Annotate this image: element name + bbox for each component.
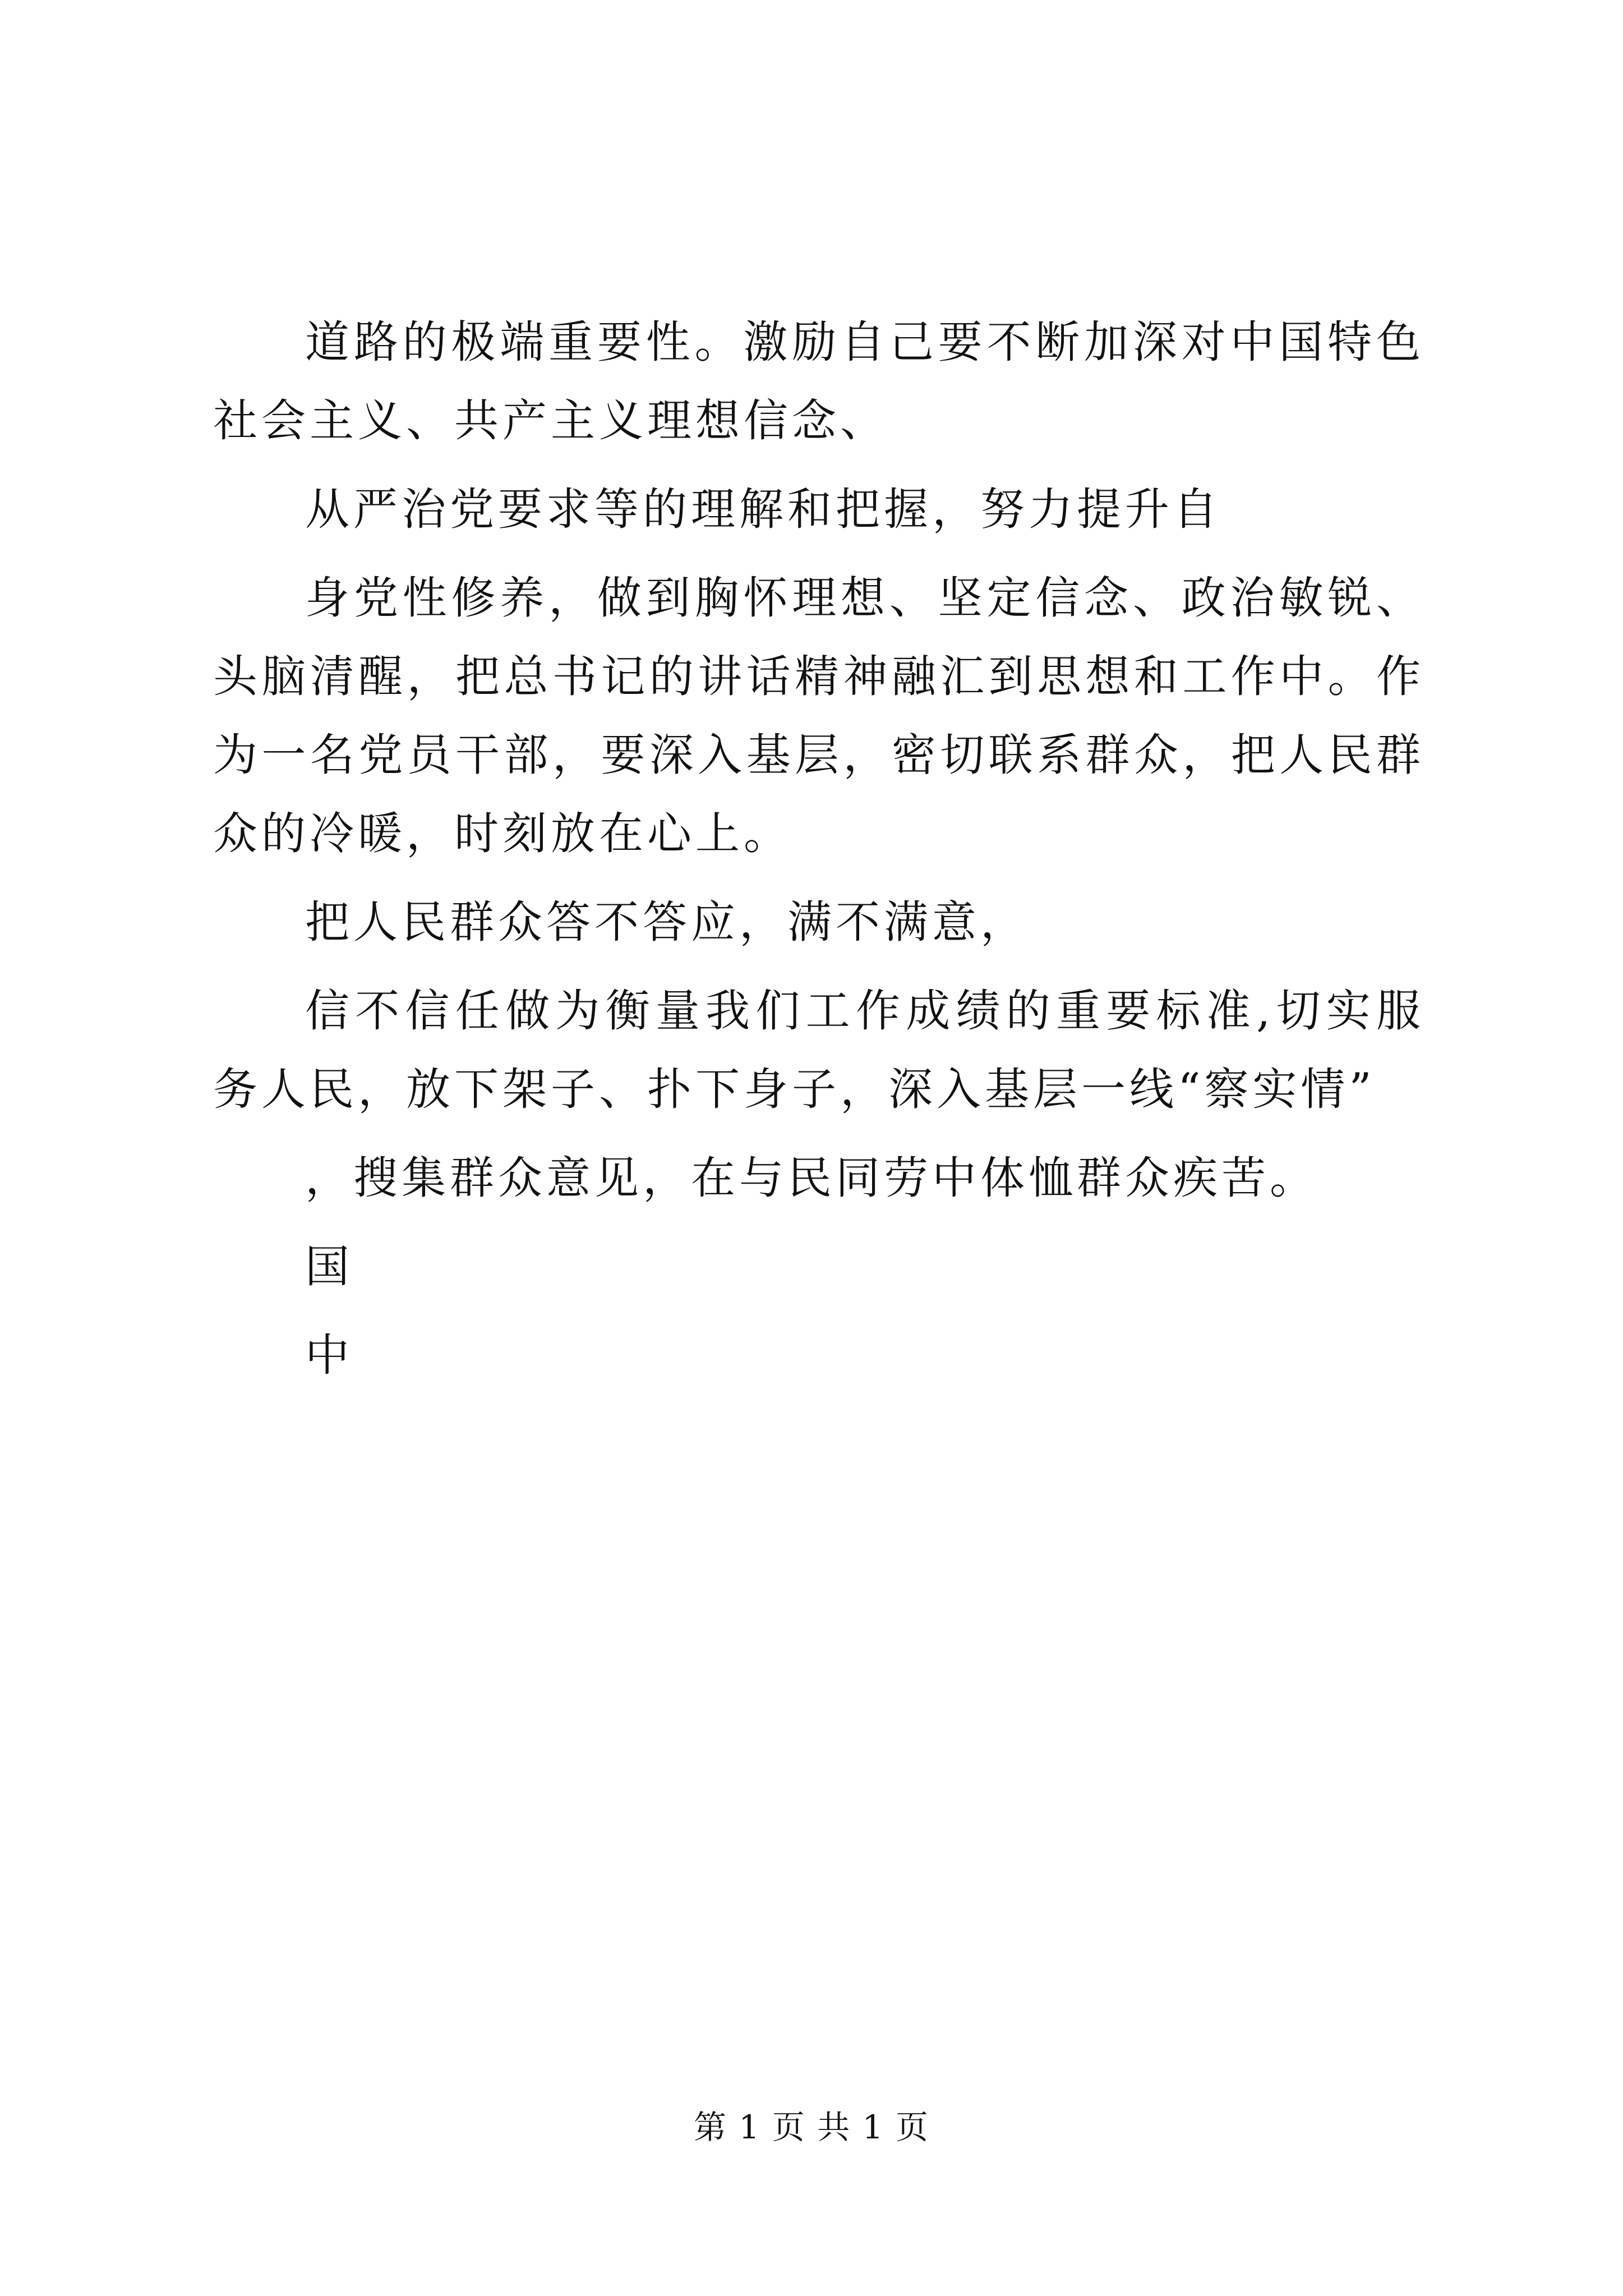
paragraph-6: ，搜集群众意见，在与民同劳中体恤群众疾苦。: [305, 1152, 1318, 1204]
page-footer: 第 1 页 共 1 页: [694, 2108, 929, 2146]
document-body: [213, 303, 1424, 1395]
paragraph-3: 身党性修养，做到胸怀理想、坚定信念、政治敏锐、头脑清醒，把总书记的讲话精神融汇到思想和工作中。作为一名党员干部，要深入基层，密切联系群众，把人民群众的冷暖，时刻放在心上。: [213, 572, 1424, 859]
paragraph-7: 国: [305, 1241, 353, 1292]
paragraph-5: 信不信任做为衡量我们工作成绩的重要标准,切实服务人民，放下架子、扑下身子，深入基层一线“察实情”: [213, 985, 1424, 1115]
paragraph-1: 道路的极端重要性。激励自己要不断加深对中国特色社会主义、共产主义理想信念、: [213, 316, 1424, 447]
paragraph-4: 把人民群众答不答应，满不满意，: [305, 896, 1029, 948]
paragraph-2: 从严治党要求等的理解和把握，努力提升自: [305, 484, 1221, 535]
paragraph-8: 中: [305, 1329, 353, 1381]
